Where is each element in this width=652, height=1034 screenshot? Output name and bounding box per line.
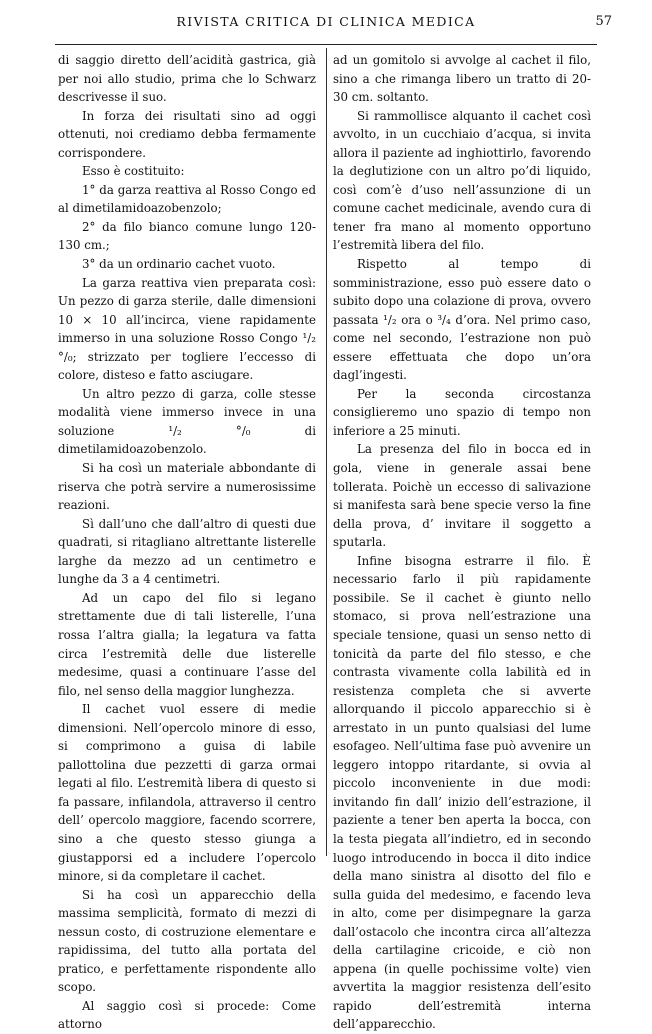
paragraph: ad un gomitolo si avvolge al cachet il filo, sino a che rimanga libero un tratto di 20-30 cm. soltanto. [333,53,591,105]
paragraph: In forza dei risultati sino ad oggi ottenuti, noi crediamo debba fermamente corrispondere. [58,108,316,160]
list-item: 1° da garza reattiva al Rosso Congo ed al dimetilamidoazobenzolo; [58,182,316,216]
paragraph: Per la seconda circostanza consiglieremo uno spazio di tempo non inferiore a 25 minuti. [333,386,591,438]
paragraph: Si ha così un materiale abbondante di riserva che potrà servire a numerosissime reazioni. [58,461,316,513]
paragraph: Infine bisogna estrarre il filo. È necessario farlo il più rapidamente possibile. Se il cachet è giunto nello stomaco, si prova nell’estrazione una speciale tensione, quasi un senso netto di tonicità da parte del filo stesso, e che contrasta vivamente colla labilità ed in resistenza completa che si avverte allorquando il piccolo apparecchio si è arrestato in un punto qualsiasi del lume esofageo. Nell’ultima fase può avvenire un leggero intoppo ritardante, si ovvia al piccolo inconveniente in due modi: invitando fin dall’ inizio dell’estrazione, il paziente a tener ben aperta la bocca, con la testa piegata all’indietro, ed in secondo luogo introducendo in bocca il dito indice della mano sinistra al disotto del filo e sulla guida del medesimo, e facendo leva in alto, come per disimpegnare la garza dall’ostacolo che incontra circa all’altezza della cartilagine cricoide, e ciò non appena (in quelle pochissime volte) vien avvertita la maggior resistenza dell’esito rapido dell’estremità interna dell’apparecchio. [333,553,591,1032]
header-rule [55,44,597,45]
paragraph: Rispetto al tempo di somministrazione, esso può essere dato o subito dopo una colazione di prova, ovvero passata ¹/₂ ora o ³/₄ d’ora. Nel primo caso, come nel secondo, l’estrazione non può essere effettuata che dopo un’ora dagl’ingesti. [333,257,591,383]
paragraph: Al saggio così si procede: Come attorno [58,998,316,1032]
paragraph: di saggio diretto dell’acidità gastrica, già per noi allo studio, prima che lo Schwarz descrivesse il suo. [58,53,316,105]
running-header [52,14,612,38]
left-column [58,51,316,1032]
paragraph: Esso è costituito: [82,164,185,179]
column-separator [326,48,327,856]
list-item: 2° da filo bianco comune lungo 120-130 cm.; [58,219,316,253]
paragraph: Si ha così un apparecchio della massima semplicità, formato di mezzi di nessun costo, di costruzione elementare e rapidissima, del tutto alla portata del pratico, e perfettamente rispondente allo scopo. [58,887,316,995]
paragraph: Ad un capo del filo si legano strettamente due di tali listerelle, l’una rossa l’altra gialla; la legatura va fatta circa l’estremità delle due listerelle medesime, quasi a continuare l’asse del filo, nel senso della maggior lunghezza. [58,590,316,698]
paragraph: Il cachet vuol essere di medie dimensioni. Nell’opercolo minore di esso, si comprimono a guisa di labile pallottolina due pezzetti di garza ormai legati al filo. L’estremità libera di questo si fa passare, infilandola, attraverso il centro dell’ opercolo maggiore, facendo scorrere, sino a che questo stesso giunga a giustapporsi ed a includere l’opercolo minore, si da completare il cachet. [58,702,316,884]
paragraph: La garza reattiva vien preparata così: Un pezzo di garza sterile, dalle dimensioni 10 × 10 all’incirca, viene rapidamente immerso in una soluzione Rosso Congo ¹/₂ °/₀; strizzato per togliere l’eccesso di colore, disteso e fatto asciugare. [58,275,316,383]
paragraph: Si rammollisce alquanto il cachet così avvolto, in un cucchiaio d’acqua, si invita allora il paziente ad inghiottirlo, favorendo la deglutizione con un altro po’di liquido, così com’è d’uso nell’assunzione di un comune cachet medicinale, avendo cura di tener fra mano al momento opportuno l’estremità libera del filo. [333,108,591,253]
paragraph: Sì dall’uno che dall’altro di questi due quadrati, si ritagliano altrettante listerelle larghe da mezzo ad un centimetro e lunghe da 3 a 4 centimetri. [58,516,316,587]
paragraph: La presenza del filo in bocca ed in gola, viene in generale assai bene tollerata. Poichè un eccesso di salivazione si manifesta sarà bene specie verso la fine della prova, d’ invitare il soggetto a sputarla. [333,442,591,550]
page-number: 57 [595,14,612,29]
paragraph: Un altro pezzo di garza, colle stesse modalità viene immerso invece in una soluzione ¹/₂ °/₀ di dimetilamidoazobenzolo. [58,386,316,457]
right-column [333,51,591,1032]
list-item: 3° da un ordinario cachet vuoto. [82,257,276,272]
journal-title: RIVISTA CRITICA DI CLINICA MEDICA [176,14,476,29]
